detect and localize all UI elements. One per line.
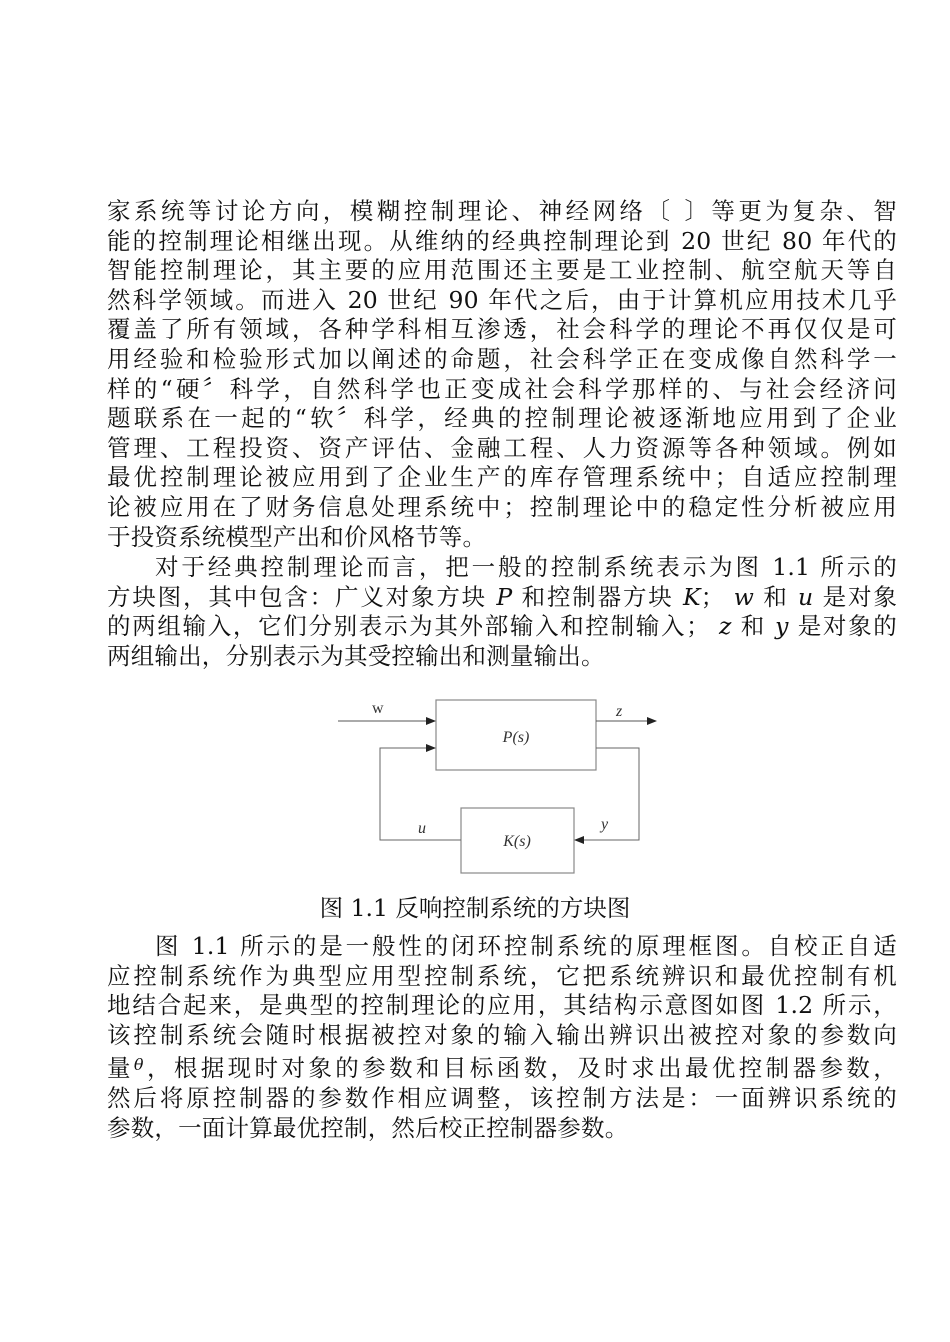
variable-u: u <box>798 582 814 611</box>
label-u: u <box>418 820 426 837</box>
text-line: 覆盖了所有领域，各种学科相互渗透，社会科学的理论不再仅仅是可 <box>107 315 897 344</box>
variable-z: z <box>719 612 732 641</box>
text-line: 题联系在一起的“软〞科学，经典的控制理论被逐渐地应用到了企业 <box>107 404 897 433</box>
text-line: 参数，一面计算最优控制，然后校正控制器参数。 <box>107 1113 629 1142</box>
variable-w: w <box>733 582 755 611</box>
text-run: 方块图，其中包含：广义对象方块 <box>107 582 497 611</box>
theta-symbol: θ <box>133 1055 144 1075</box>
label-w: w <box>372 700 384 717</box>
plant-label: P(s) <box>502 729 530 746</box>
text-line: 应控制系统作为典型应用型控制系统，它把系统辨识和最优控制有机 <box>107 961 897 990</box>
variable-K: K <box>682 582 701 611</box>
text-run: ； <box>700 582 734 611</box>
text-run: 图 1.1 所示的是一般性的闭环控制系统的原理框图。自校正自适 <box>155 932 897 960</box>
text-line: 然科学领域。而进入 20 世纪 90 年代之后，由于计算机应用技术几乎 <box>107 285 897 314</box>
text-line: 用经验和检验形式加以阐述的命题，社会科学正在变成像自然科学一 <box>107 344 897 373</box>
text-run: 和 <box>731 612 776 641</box>
text-line: 地结合起来，是典型的控制理论的应用，其结构示意图如图 1.2 所示， <box>107 991 897 1020</box>
text-line: 能的控制理论相继出现。从维纳的经典控制理论到 20 世纪 80 年代的 <box>107 226 897 255</box>
text-run: 的两组输入，它们分别表示为其外部输入和控制输入； <box>107 612 720 641</box>
text-run: 对于经典控制理论而言，把一般的控制系统表示为图 1.1 所示的 <box>155 553 897 581</box>
text-line: 该控制系统会随时根据被控对象的输入输出辨识出被控对象的参数向 <box>107 1020 897 1049</box>
variable-y: y <box>775 612 789 641</box>
text-run: 量 <box>107 1054 134 1083</box>
feedback-block-diagram <box>330 695 660 885</box>
controller-label: K(s) <box>503 833 531 850</box>
text-run: 和控制器方块 <box>512 582 683 611</box>
text-line: 家系统等讨论方向，模糊控制理论、神经网络〔 〕等更为复杂、智 <box>107 197 897 225</box>
text-line: 管理、工程投资、资产评估、金融工程、人力资源等各种领域。例如 <box>107 433 897 462</box>
paragraph-control-theory-history <box>107 197 897 552</box>
figure-caption: 图 1.1 反响控制系统的方块图 <box>319 894 631 922</box>
paragraph-block-diagram-intro <box>107 553 897 671</box>
paragraph-self-tuning-control <box>107 932 897 1143</box>
text-run: 是对象的 <box>788 612 897 641</box>
text-run: ，根据现时对象的参数和目标函数，及时求出最优控制器参数， <box>143 1054 897 1083</box>
text-line: 于投资系统模型产出和价风格节等。 <box>107 522 487 551</box>
text-run: 和 <box>754 582 798 611</box>
text-run: 是对象 <box>813 582 898 611</box>
text-line: 两组输出，分别表示为其受控输出和测量输出。 <box>107 641 605 670</box>
text-line: 样的“硬〞科学，自然科学也正变成社会科学那样的、与社会经济问 <box>107 374 897 403</box>
text-line <box>107 932 897 962</box>
variable-P: P <box>496 582 513 611</box>
text-line: 最优控制理论被应用到了企业生产的库存管理系统中；自适应控制理 <box>107 463 897 492</box>
text-line <box>107 583 897 613</box>
label-z: z <box>616 703 623 720</box>
text-line: 论被应用在了财务信息处理系统中；控制理论中的稳定性分析被应用 <box>107 492 897 521</box>
label-y: y <box>601 816 609 833</box>
text-line <box>107 1050 897 1084</box>
text-line <box>107 553 897 583</box>
text-line: 智能控制理论，其主要的应用范围还主要是工业控制、航空航天等自 <box>107 256 897 285</box>
text-line <box>107 612 897 642</box>
text-line: 然后将原控制器的参数作相应调整，该控制方法是：一面辨识系统的 <box>107 1083 897 1112</box>
